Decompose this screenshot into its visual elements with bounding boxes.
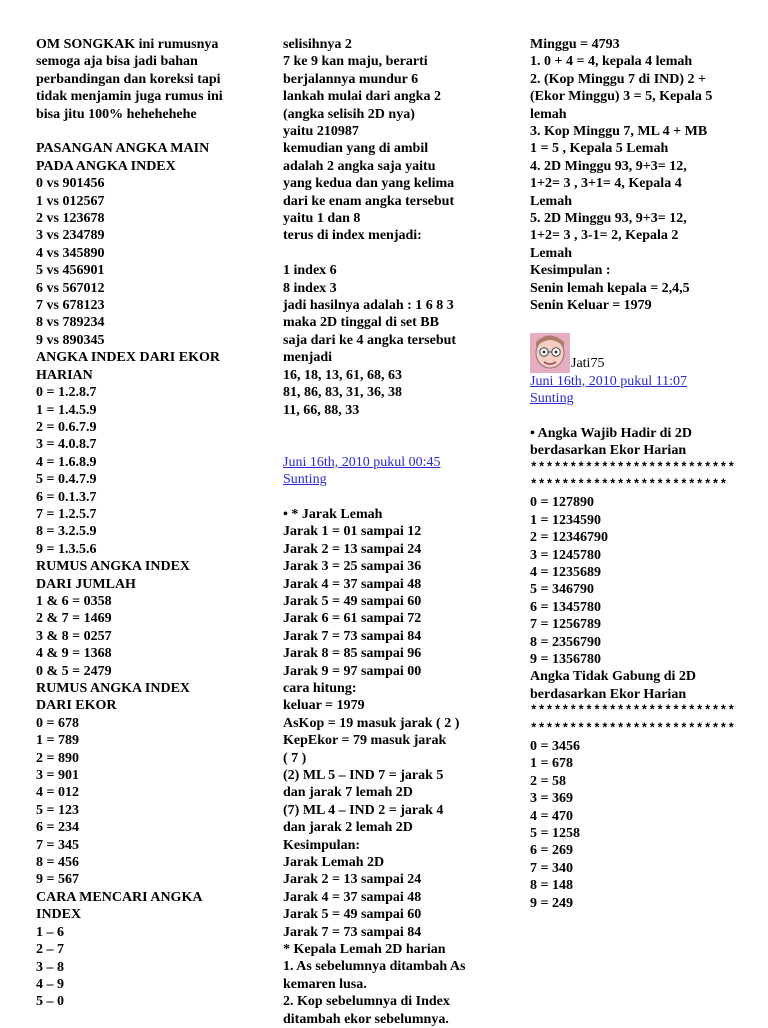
wajib-hadir-heading — [530, 425, 735, 460]
text-line: 3 = 369 — [530, 791, 573, 807]
column-left — [36, 36, 258, 1011]
text-line: Jarak 2 = 13 sampai 24 — [283, 872, 422, 888]
text-line: tidak menjamin juga rumus ini — [36, 89, 223, 105]
text-line: Jarak 3 = 25 sampai 36 — [283, 559, 422, 575]
text-line: Jarak 6 = 61 sampai 72 — [283, 611, 422, 627]
post-date-link-2[interactable]: Juni 16th, 2010 pukul 11:07 — [530, 373, 687, 389]
text-line: Minggu = 4793 — [530, 37, 620, 52]
text-line: 6 = 1345780 — [530, 599, 601, 615]
text-line: 7 vs 678123 — [36, 298, 105, 314]
text-line: Jarak 7 = 73 sampai 84 — [283, 924, 422, 940]
text-line: perbandingan dan koreksi tapi — [36, 71, 221, 87]
edit-link[interactable]: Sunting — [283, 472, 327, 488]
text-line: Jarak Lemah 2D — [283, 855, 385, 871]
text-line: (2) ML 5 – IND 7 = jarak 5 — [283, 768, 444, 784]
text-line: 0 = 1.2.8.7 — [36, 385, 97, 401]
text-line: Jarak 8 = 85 sampai 96 — [283, 646, 422, 662]
author-name[interactable]: Jati75 — [571, 356, 605, 372]
edit-link-2[interactable]: Sunting — [530, 390, 574, 406]
text-line: KepEkor = 79 masuk jarak — [283, 733, 447, 749]
text-line: 8 = 456 — [36, 855, 79, 871]
text-line: 9 = 1.3.5.6 — [36, 541, 97, 557]
text-line: 1+2= 3 , 3-1= 2, Kepala 2 — [530, 228, 679, 244]
text-line: Angka Tidak Gabung di 2D — [530, 669, 697, 685]
text-line: lemah — [530, 106, 567, 122]
text-line: 7 = 1256789 — [530, 617, 601, 633]
stars-divider: ************************** — [530, 721, 736, 736]
text-line: ANGKA INDEX DARI EKOR — [36, 350, 220, 366]
text-line: 1 & 6 = 0358 — [36, 593, 112, 609]
text-line: • * Jarak Lemah — [283, 506, 383, 522]
text-line: dan jarak 7 lemah 2D — [283, 785, 413, 801]
text-line: yang kedua dan yang kelima — [283, 176, 455, 192]
text-line: 4 – 9 — [36, 976, 64, 992]
text-line: 1 = 678 — [530, 756, 573, 772]
text-line: menjadi — [283, 350, 332, 366]
column-middle — [283, 36, 493, 1028]
text-line: 1 = 1234590 — [530, 512, 601, 528]
text-line: Lemah — [530, 193, 572, 209]
text-line: Jarak 4 = 37 sampai 48 — [283, 889, 422, 905]
text-line: DARI EKOR — [36, 698, 117, 714]
text-line: berdasarkan Ekor Harian — [530, 443, 687, 459]
text-line: 4. 2D Minggu 93, 9+3= 12, — [530, 158, 687, 174]
text-line: 2 & 7 = 1469 — [36, 611, 112, 627]
text-line: 3. Kop Minggu 7, ML 4 + MB — [530, 124, 708, 140]
text-line: 0 = 678 — [36, 715, 79, 731]
text-line: 7 = 345 — [36, 837, 79, 853]
text-line: adalah 2 angka saja yaitu — [283, 158, 436, 174]
text-line: 1 – 6 — [36, 924, 64, 940]
text-line: 6 vs 567012 — [36, 280, 105, 296]
text-line: 0 = 127890 — [530, 495, 594, 511]
text-line: dan jarak 2 lemah 2D — [283, 820, 413, 836]
text-line: jadi hasilnya adalah : 1 6 8 3 — [283, 298, 454, 314]
text-line: 8 = 3.2.5.9 — [36, 524, 97, 540]
text-line: (Ekor Minggu) 3 = 5, Kepala 5 — [530, 89, 713, 105]
text-line: 4 = 012 — [36, 785, 79, 801]
text-line: 1 vs 012567 — [36, 193, 105, 209]
text-line: 11, 66, 88, 33 — [283, 402, 360, 418]
text-line: yaitu 1 dan 8 — [283, 211, 361, 227]
text-line: 2 = 0.6.7.9 — [36, 419, 97, 435]
stars-divider: ************************** — [530, 704, 736, 719]
text-line: 2. Kop sebelumnya di Index — [283, 994, 450, 1010]
text-line: dari ke enam angka tersebut — [283, 193, 455, 209]
text-line: 1+2= 3 , 3+1= 4, Kepala 4 — [530, 176, 682, 192]
text-line: ditambah ekor sebelumnya. — [283, 1011, 449, 1027]
text-line: keluar = 1979 — [283, 698, 365, 714]
text-line: 2 = 890 — [36, 750, 79, 766]
text-line: 1 index 6 — [283, 263, 337, 279]
tidak-gabung-list — [530, 738, 735, 912]
text-line: 3 – 8 — [36, 959, 64, 975]
text-line: 2 vs 123678 — [36, 211, 105, 227]
text-line: 3 = 4.0.8.7 — [36, 437, 97, 453]
text-line: PADA ANGKA INDEX — [36, 158, 176, 174]
text-line: 16, 18, 13, 61, 68, 63 — [283, 367, 402, 383]
text-line: 2 = 12346790 — [530, 530, 608, 546]
text-line: 0 vs 901456 — [36, 176, 105, 192]
text-line: cara hitung: — [283, 680, 357, 696]
text-line: 8 = 148 — [530, 878, 573, 894]
text-line: (angka selisih 2D nya) — [283, 106, 415, 122]
text-line: selisihnya 2 — [283, 37, 352, 52]
text-line: Senin Keluar = 1979 — [530, 298, 652, 314]
text-line: 1. As sebelumnya ditambah As — [283, 959, 466, 975]
text-line: RUMUS ANGKA INDEX — [36, 559, 191, 575]
text-line — [283, 245, 493, 262]
text-line: PASANGAN ANGKA MAIN — [36, 141, 210, 157]
text-line: 8 = 2356790 — [530, 634, 601, 650]
text-line: Lemah — [530, 245, 572, 261]
text-line: 4 & 9 = 1368 — [36, 646, 112, 662]
text-line: kemaren lusa. — [283, 976, 367, 992]
text-line: 9 = 567 — [36, 872, 79, 888]
text-line: * Kepala Lemah 2D harian — [283, 942, 446, 958]
text-line: 5 vs 456901 — [36, 263, 105, 279]
post-date-link[interactable]: Juni 16th, 2010 pukul 00:45 — [283, 454, 441, 470]
text-line: ( 7 ) — [283, 750, 307, 766]
text-line: 4 = 470 — [530, 808, 573, 824]
text-line: saja dari ke 4 angka tersebut — [283, 332, 457, 348]
text-line: DARI JUMLAH — [36, 576, 136, 592]
text-line: 6 = 0.1.3.7 — [36, 489, 97, 505]
column-right — [530, 36, 735, 912]
text-line: Kesimpulan: — [283, 837, 361, 853]
stars-divider: ************************** — [530, 460, 736, 475]
text-line: 4 = 1235689 — [530, 564, 601, 580]
text-line: maka 2D tinggal di set BB — [283, 315, 439, 331]
text-line: 5 = 1258 — [530, 826, 580, 842]
text-line: 5 = 346790 — [530, 582, 594, 598]
text-line: 6 = 234 — [36, 820, 79, 836]
jarak-lemah-block — [283, 506, 493, 1028]
text-line: Senin lemah kepala = 2,4,5 — [530, 280, 690, 296]
text-line: 2. (Kop Minggu 7 di IND) 2 + — [530, 71, 706, 87]
text-line: 5 = 0.4.7.9 — [36, 472, 97, 488]
text-line: lankah mulai dari angka 2 — [283, 89, 441, 105]
text-line: Jarak 5 = 49 sampai 60 — [283, 907, 422, 923]
text-line: 0 = 3456 — [530, 739, 580, 755]
text-line: 8 index 3 — [283, 280, 337, 296]
text-line: semoga aja bisa jadi bahan — [36, 54, 198, 70]
text-line: kemudian yang di ambil — [283, 141, 429, 157]
text-line: AsKop = 19 masuk jarak ( 2 ) — [283, 715, 460, 731]
comment-author — [530, 331, 735, 373]
text-line: 8 vs 789234 — [36, 315, 105, 331]
text-line: Jarak 5 = 49 sampai 60 — [283, 593, 422, 609]
text-line: Kesimpulan : — [530, 263, 611, 279]
text-line: HARIAN — [36, 367, 93, 383]
text-line: 1 = 5 , Kepala 5 Lemah — [530, 141, 669, 157]
text-line: RUMUS ANGKA INDEX — [36, 681, 191, 697]
text-line: Jarak 7 = 73 sampai 84 — [283, 628, 422, 644]
text-line: (7) ML 4 – IND 2 = jarak 4 — [283, 802, 444, 818]
text-line: 3 vs 234789 — [36, 228, 105, 244]
text-line: 3 & 8 = 0257 — [36, 628, 112, 644]
stars-divider: ************************* — [530, 477, 728, 492]
text-line: 7 = 1.2.5.7 — [36, 506, 97, 522]
text-line: 1 = 789 — [36, 733, 79, 749]
text-line — [36, 123, 258, 140]
text-line: bisa jitu 100% hehehehehe — [36, 106, 197, 122]
text-line: 5. 2D Minggu 93, 9+3= 12, — [530, 211, 687, 227]
right-text-block — [530, 36, 735, 315]
text-line: 7 ke 9 kan maju, berarti — [283, 54, 428, 70]
text-line: terus di index menjadi: — [283, 228, 422, 244]
text-line: 9 vs 890345 — [36, 332, 105, 348]
text-line: 81, 86, 83, 31, 36, 38 — [283, 385, 402, 401]
user-face-icon — [530, 333, 570, 373]
text-line: berjalannya mundur 6 — [283, 71, 419, 87]
text-line: 9 = 1356780 — [530, 651, 601, 667]
text-line: 1 = 1.4.5.9 — [36, 402, 97, 418]
text-line: 3 = 901 — [36, 768, 79, 784]
middle-text-block — [283, 36, 493, 419]
text-line: Jarak 9 = 97 sampai 00 — [283, 663, 422, 679]
text-line: yaitu 210987 — [283, 124, 359, 140]
text-line: 2 = 58 — [530, 773, 566, 789]
wajib-hadir-list — [530, 494, 735, 703]
text-line: 9 = 249 — [530, 895, 573, 911]
text-line: Jarak 1 = 01 sampai 12 — [283, 524, 422, 540]
text-line: 4 = 1.6.8.9 — [36, 454, 97, 470]
text-line: berdasarkan Ekor Harian — [530, 686, 687, 702]
text-line: 2 – 7 — [36, 942, 64, 958]
text-line: Jarak 4 = 37 sampai 48 — [283, 576, 422, 592]
text-line: 3 = 1245780 — [530, 547, 601, 563]
text-line: 4 vs 345890 — [36, 245, 105, 261]
text-line: OM SONGKAK ini rumusnya — [36, 37, 219, 52]
text-line: INDEX — [36, 907, 82, 923]
text-line: 6 = 269 — [530, 843, 573, 859]
text-line: 1. 0 + 4 = 4, kepala 4 lemah — [530, 54, 693, 70]
text-line: Jarak 2 = 13 sampai 24 — [283, 541, 422, 557]
text-line: CARA MENCARI ANGKA — [36, 889, 203, 905]
text-line: • Angka Wajib Hadir di 2D — [530, 425, 692, 441]
text-line: 0 & 5 = 2479 — [36, 663, 112, 679]
text-line: 5 = 123 — [36, 802, 79, 818]
text-line: 5 – 0 — [36, 994, 64, 1010]
avatar[interactable] — [530, 333, 570, 373]
text-line: 7 = 340 — [530, 860, 573, 876]
